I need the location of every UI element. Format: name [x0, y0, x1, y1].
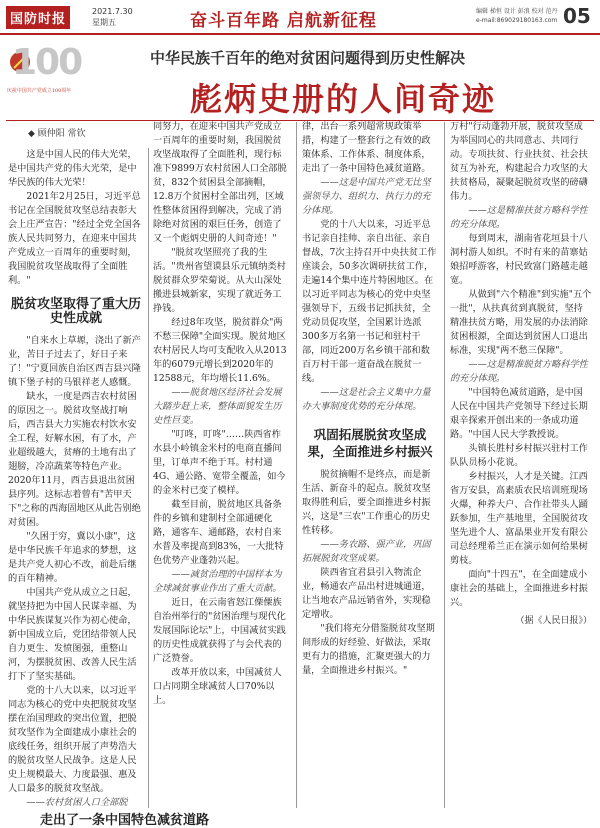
- paragraph: "中国特色减贫道路，是中国人民在中国共产党领导下经过长期艰辛探索开创出来的一条成功道路。"中国人民大学教授说。: [450, 387, 588, 440]
- byline: ◆ 顾仲阳 常钦: [28, 129, 86, 139]
- pull-quote: ——这是精准扶贫方略科学性的充分体现。: [450, 205, 588, 230]
- section-heading: 脱贫攻坚取得了重大历史性成就: [10, 297, 141, 326]
- paragraph: 这是中国人民的伟大光荣，是中国共产党的伟大光荣，是中华民族的伟大光荣！: [8, 149, 137, 188]
- pull-quote: ——这是精准脱贫方略科学性的充分体现。: [450, 359, 588, 384]
- masthead: [0, 0, 600, 34]
- paragraph: 万村"行动蓬勃开展，脱贫攻坚成为举国同心的共同意志、共同行动。专项扶贫、行业扶贫、社会扶贫互为补充，构建起合力攻坚的大扶贫格局，凝聚起脱贫攻坚的磅礴伟力。: [450, 121, 588, 202]
- paragraph: "叮咚，叮咚"……陕西省柞水县小岭镇金米村的电商直播间里，订单声不绝于耳。村村通4G、通公路、宽带全覆盖，如今的金米村已变了模样。: [153, 429, 286, 496]
- paragraph: 乡村振兴，人才是关键。江西省万安县，高素质农民培训班现场火爆，种养大户、合作社带头人踊跃参加，生产基地里，全国脱贫攻坚先进个人、富晶果业开发有限公司总经理希兰正在演示如何给果树剪枝。: [450, 471, 588, 566]
- paragraph: 每到周末，湖南省花垣县十八洞村游人如织。不时有来的苗寨姑娘招呼游客，村民致富门路越走越宽。: [450, 233, 588, 286]
- section-motto: 奋斗百年路 启航新征程: [190, 11, 377, 31]
- issue-date: [92, 6, 133, 28]
- paragraph: 中国共产党从成立之日起，就坚持把为中国人民谋幸福、为中华民族谋复兴作为初心使命，新中国成立后，党团结带领人民自力更生、发愤图强，重整山河，为摆脱贫困、改善人民生活打下了坚实基础。: [8, 587, 137, 682]
- paragraph: "久困于穷，冀以小康"，这是中华民族千年追求的梦想，这是共产党人初心不改，前赴后继的百年精神。: [8, 531, 137, 584]
- editor-credits: [476, 7, 558, 25]
- pull-quote: ——这是中国共产党无比坚强领导力、组织力、执行力的充分体现。: [302, 177, 431, 216]
- pull-quote: ——务农路、强产业，巩固拓展脱贫攻坚成果。: [302, 539, 431, 564]
- email-text: e-mail:869029180163.com: [476, 17, 558, 24]
- paragraph: 改革开放以来，中国减贫人口占同期全球减贫人口70%以上。: [153, 667, 282, 706]
- paragraph: "我们将充分借鉴脱贫攻坚期间形成的好经验、好做法，采取更有力的措施，汇聚更强大的力量，全面推进乡村振兴。": [302, 623, 435, 676]
- paragraph: "脱贫攻坚照亮了我的生活。"贵州省望谟县乐元镇纳类村脱贫群众罗荣菊说。从大山深处搬进县城新家，实现了就近务工挣钱。: [153, 247, 286, 314]
- paragraph: 律，出台一系列超常规政策举措，构建了一整套行之有效的政策体系、工作体系、制度体系，走出了一条中国特色减贫道路。: [302, 121, 431, 174]
- column-divider: [296, 122, 297, 808]
- paragraph: 经过8年攻坚，脱贫群众"两不愁三保障"全面实现。脱贫地区农村居民人均可支配收入从2013年的6079元增长到2020年的12588元，年均增长11.6%。: [153, 317, 287, 384]
- column-divider: [148, 148, 149, 808]
- paragraph: 同努力，在迎来中国共产党成立一百周年的重要时刻，我国脱贫攻坚战取得了全面胜利，现行标准下9899万农村贫困人口全部脱贫，832个贫困县全部摘帽，12.8万个贫困村全部出列，区域性整体贫困得到解决，完成了消除绝对贫困的艰巨任务，创造了又一个彪炳史册的人间奇迹！": [153, 121, 287, 244]
- pull-quote: ——脱贫地区经济社会发展大踏步赶上来，整体面貌发生历史性巨变。: [153, 387, 282, 426]
- pull-quote: ——减贫治理的中国样本为全球减贫事业作出了重大贡献。: [153, 569, 282, 594]
- column-divider: [444, 122, 445, 808]
- emblem-number: 100: [12, 42, 82, 83]
- paper-logo: 国防时报: [6, 6, 70, 29]
- date-text: 2021.7.30: [92, 7, 133, 16]
- column-1: [8, 148, 144, 810]
- paragraph: 缺水，一度是西吉农村贫困的原因之一。脱贫攻坚战打响后，西吉县大力实施农村饮水安全工程，好解水困，有了水，产业超级越大，贫瘠的土地有出了翅膀，冷凉蔬菜等特色产业。2020年11月，西吉县退出贫困县序列。这标志着曾有"苦甲天下"之称的西海固地区从此告别绝对贫困。: [8, 391, 141, 528]
- column-4: [450, 120, 592, 810]
- paragraph: 头镇长胜村乡村振兴驻村工作队队员杨小花说。: [450, 443, 588, 468]
- page-number: 05: [563, 4, 591, 28]
- paragraph: 截至目前，脱贫地区具备条件的乡镇和建制村全部通硬化路，通客车、通邮路，农村自来水普及率提高到83%，一大批特色优势产业蓬勃兴起。: [153, 499, 284, 566]
- pull-quote: ——农村贫困人口全部脱: [26, 797, 128, 808]
- paragraph: 陕西省宜君县引入物流企业，畅通农产品出村进城通道，让当地农产品远销省外，实现稳定增收。: [302, 567, 431, 620]
- section-heading: 走出了一条中国特色减贫道路: [40, 813, 210, 828]
- editors-text: 编辑 梯恒 设计 彭浪 校对 范丹: [476, 8, 558, 15]
- header-rule: [0, 33, 600, 35]
- paragraph: 面向"十四五"，在全面建成小康社会的基础上，全面推进乡村振兴。: [450, 569, 588, 608]
- article-headline: 彪炳史册的人间奇迹: [190, 80, 497, 118]
- weekday-text: 星期五: [92, 18, 116, 27]
- article-kicker: 中华民族千百年的绝对贫困问题得到历史性解决: [150, 49, 466, 67]
- section-heading: 巩固拓展脱贫攻坚成果，全面推进乡村振兴: [307, 427, 433, 459]
- emblem-caption: 庆祝中国共产党成立100周年: [6, 88, 72, 94]
- paragraph: 从做到"六个精准"到实施"五个一批"，从扶真贫到真脱贫，坚持精准扶贫方略，用发展的办法消除贫困根源，全面达到贫困人口退出标准，实现"两不愁三保障"。: [450, 289, 592, 356]
- paragraph: 近日，在云南省怒江傈僳族自治州举行的"贫困治理与现代化发展国际论坛"上，中国减贫实践的历史性成就获得了与会代表的广泛赞誉。: [153, 597, 286, 664]
- source-credit: （据《人民日报》）: [515, 616, 592, 626]
- column-2: [153, 120, 289, 810]
- pull-quote: ——这是社会主义集中力量办大事制度优势的充分体现。: [302, 387, 431, 412]
- anniversary-emblem: [6, 40, 82, 110]
- paragraph: 2021年2月25日，习近平总书记在全国脱贫攻坚总结表彰大会上庄严宣告："经过全党全国各族人民共同努力，在迎来中国共产党成立一百周年的重要时刻，我国脱贫攻坚战取得了全面胜利。": [8, 191, 141, 286]
- paragraph: 党的十八大以来，以习近平同志为核心的党中央把脱贫攻坚摆在治国理政的突出位置，把脱贫攻坚作为全面建成小康社会的底线任务，组织开展了声势浩大的脱贫攻坚人民战争。这是人民史上规模最大、力度最强、惠及人口最多的脱贫攻坚战。: [8, 685, 137, 794]
- column-3: [302, 120, 438, 810]
- paragraph: 党的十八大以来，习近平总书记亲自挂帅、亲自出征、亲自督战，7次主持召开中央扶贫工作座谈会，50多次调研扶贫工作，走遍14个集中连片特困地区。在以习近平同志为核心的党中央坚强领导下，五级书记抓扶贫，全党动员促攻坚，全国累计选派300多万名第一书记和驻村干部，同近200万名乡镇干部和数百万村干部一道奋战在脱贫一线。: [302, 219, 437, 384]
- paragraph: 脱贫摘帽不是终点，而是新生活、新奋斗的起点。脱贫攻坚取得胜利后，要全面推进乡村振兴，这是"三农"工作重心的历史性转移。: [302, 469, 431, 536]
- bottom-strip: [0, 808, 600, 827]
- paragraph: "自来水上草塬，浇出了新产业，苦日子过去了，好日子来了！"宁夏回族自治区西吉县兴隆镇下堡子村的马银祥老人感慨。: [8, 335, 141, 388]
